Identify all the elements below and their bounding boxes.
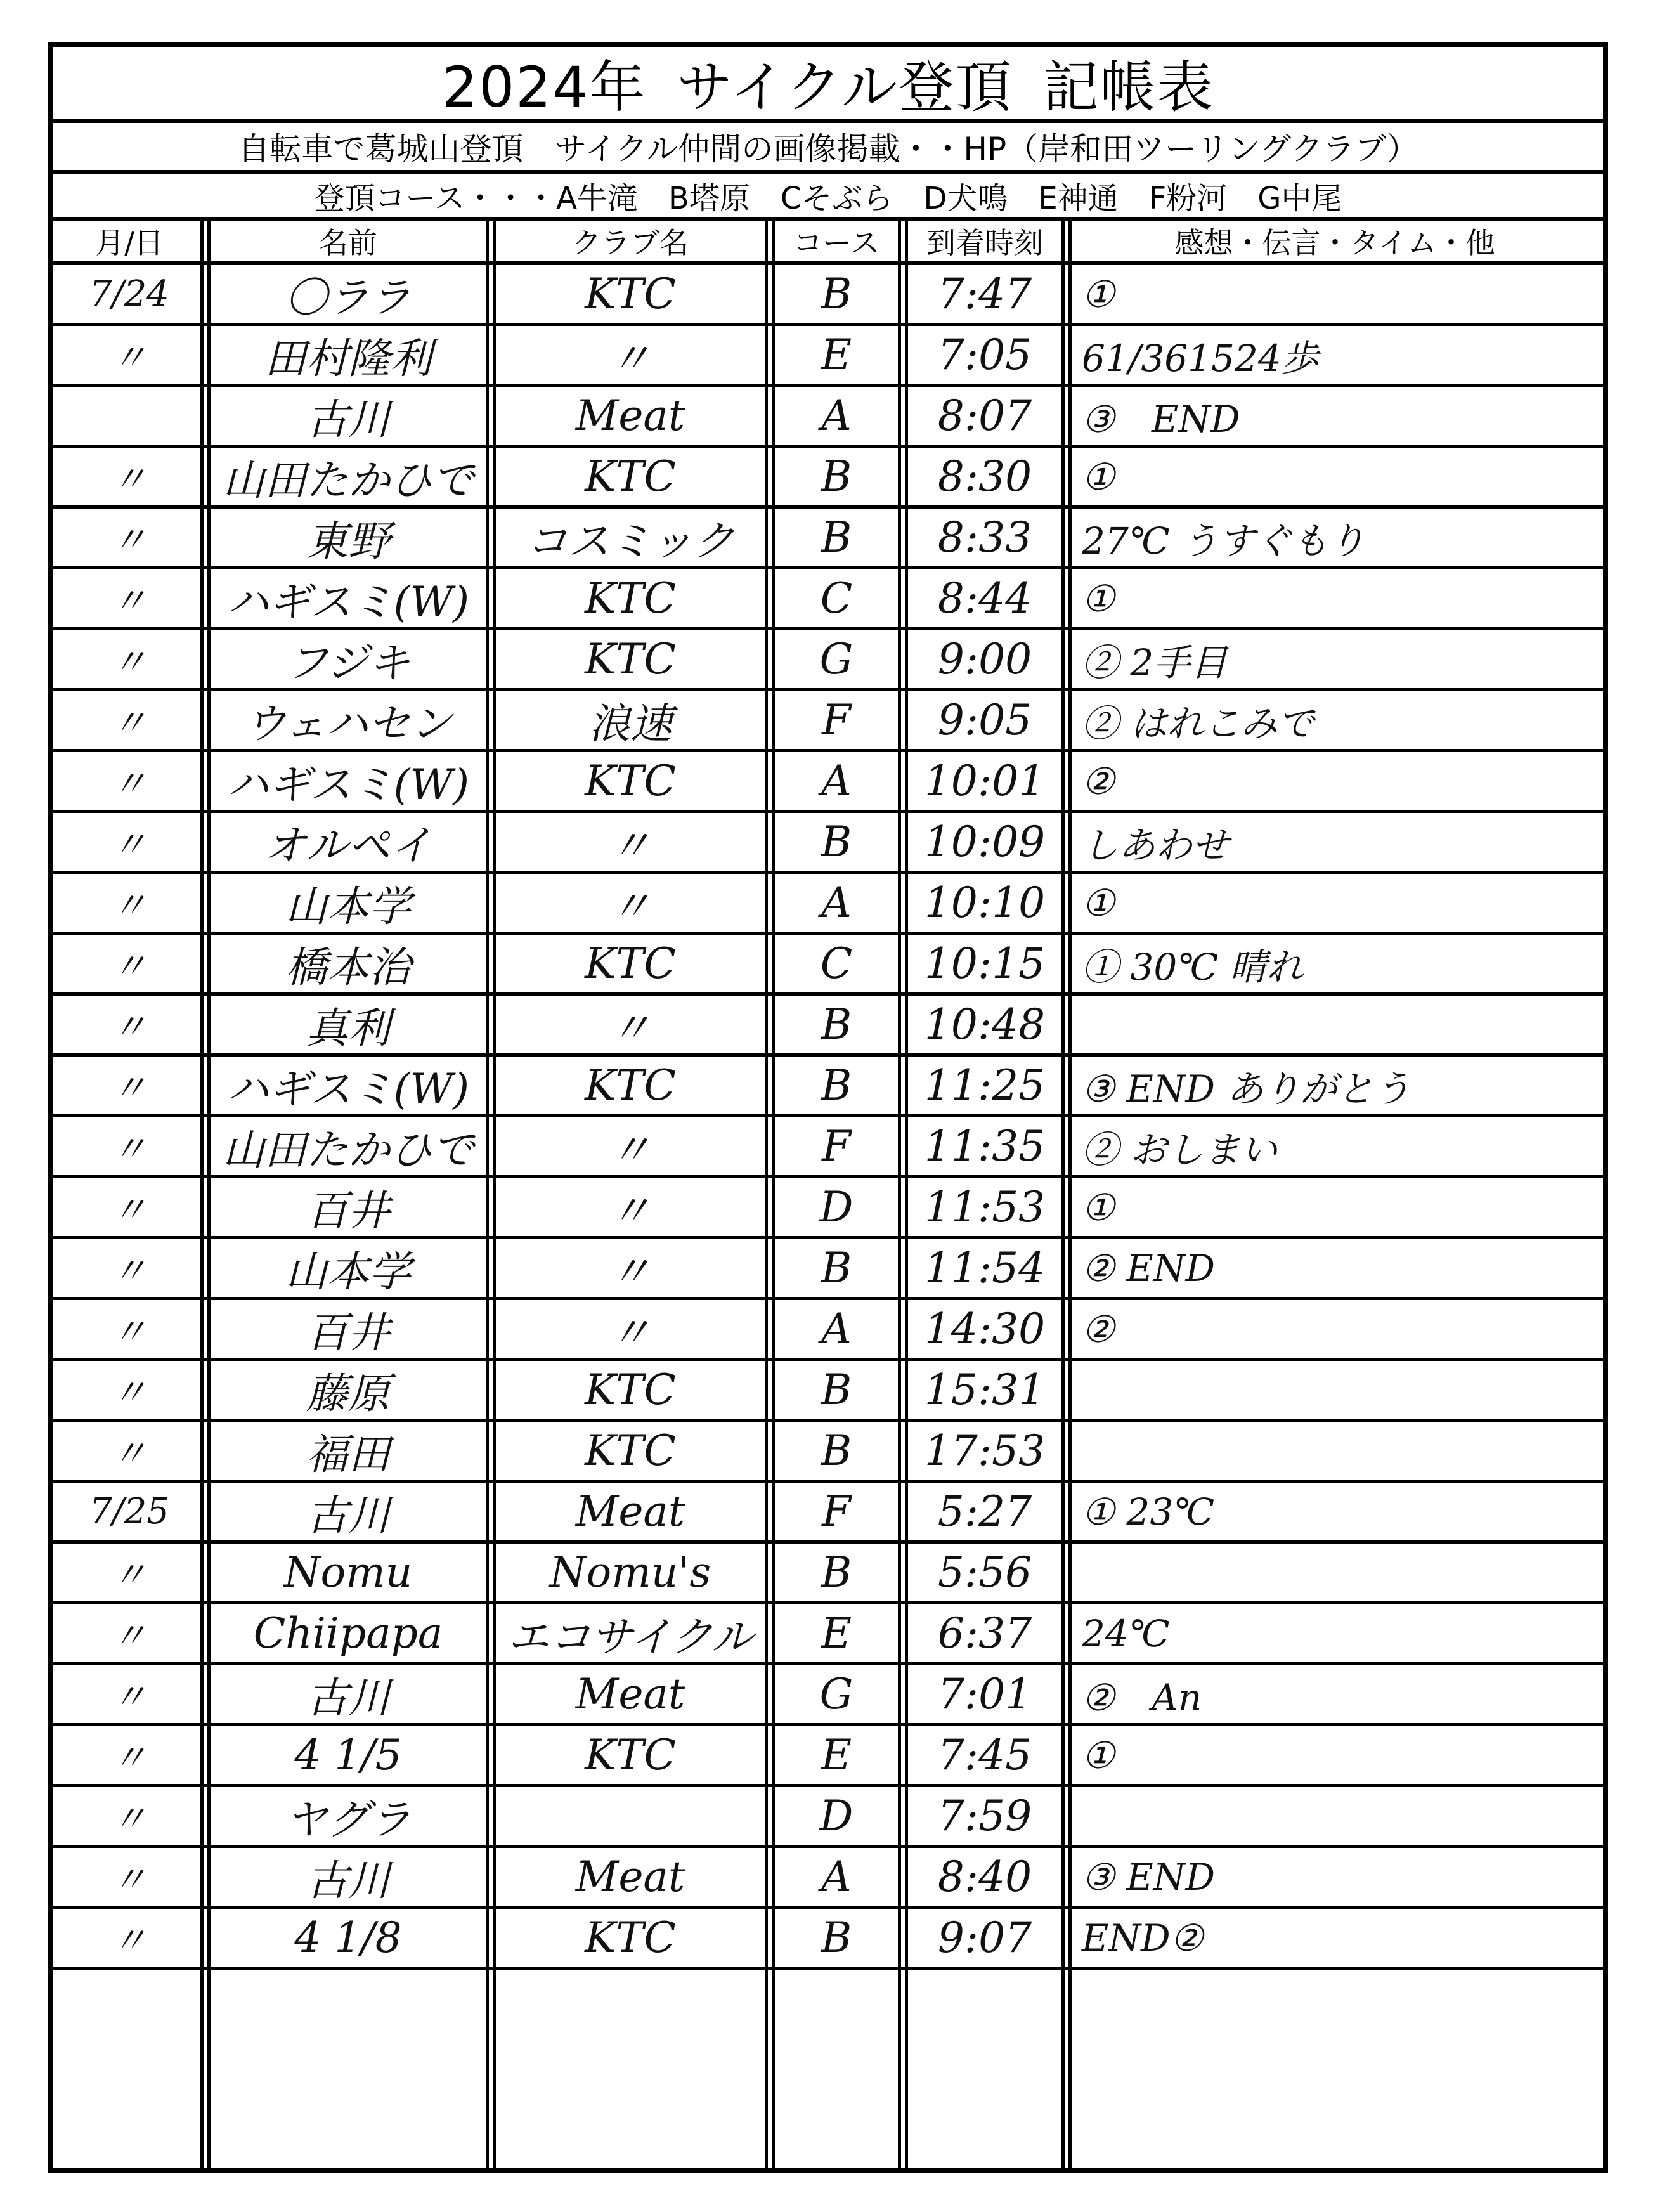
row-course: B: [821, 270, 852, 318]
row-time: 9:07: [937, 1913, 1032, 1962]
table-row: [53, 1422, 1603, 1483]
header-name: 名前: [319, 226, 377, 260]
row-course: D: [819, 1183, 853, 1232]
row-date: 〃: [112, 1067, 147, 1109]
row-name: 百井: [306, 1308, 390, 1357]
table-row: [53, 1848, 1603, 1909]
row-club: KTC: [585, 1913, 676, 1962]
header-note: 感想・伝言・タイム・他: [1174, 226, 1495, 260]
row-time: 8:30: [937, 452, 1032, 501]
row-date: 〃: [112, 1311, 147, 1353]
row-course: B: [821, 452, 852, 501]
row-club: Meat: [575, 1670, 685, 1719]
row-club: KTC: [585, 1426, 676, 1475]
row-time: 8:40: [937, 1852, 1032, 1901]
row-time: 9:05: [937, 696, 1032, 745]
logbook-sheet: [48, 42, 1608, 2173]
row-name: ウェハセン: [244, 699, 452, 748]
row-club: Meat: [575, 1852, 685, 1901]
row-note: 27℃ うすぐもり: [1082, 519, 1366, 563]
table-row: [53, 1909, 1603, 1970]
row-time: 10:10: [924, 878, 1046, 927]
row-club: 〃: [609, 1187, 651, 1235]
row-date: 〃: [112, 1006, 147, 1048]
row-name: 4 1/8: [294, 1913, 402, 1962]
row-name: 古川: [306, 395, 390, 444]
row-date: 〃: [112, 641, 147, 683]
row-course: E: [821, 1731, 852, 1779]
row-course: C: [820, 939, 853, 988]
row-note: ①: [1082, 881, 1115, 925]
table-row: [53, 1057, 1603, 1117]
row-note: ③ END ありがとう: [1082, 1067, 1411, 1110]
row-date: 〃: [112, 1920, 147, 1962]
row-date: 〃: [112, 1737, 147, 1779]
row-note: ①: [1082, 455, 1115, 498]
table-row: [53, 1483, 1603, 1544]
row-time: 7:05: [937, 330, 1032, 379]
table-header: [53, 221, 1603, 265]
table-row: [53, 509, 1603, 569]
row-name: 田村隆利: [264, 334, 432, 383]
row-note: 24℃: [1082, 1611, 1170, 1655]
row-note: ③ END: [1082, 397, 1240, 441]
row-note: ② おしまい: [1082, 1128, 1278, 1171]
row-note: ①: [1082, 1185, 1115, 1229]
table-row: [53, 1665, 1603, 1726]
row-course: G: [819, 635, 853, 684]
row-club: KTC: [585, 452, 676, 501]
row-club: エコサイクル: [507, 1613, 754, 1662]
row-club: 〃: [609, 882, 651, 931]
header-date: 月/日: [95, 226, 164, 260]
row-date: 〃: [112, 1189, 147, 1231]
table-row: [53, 1178, 1603, 1239]
row-name: 山本学: [285, 882, 411, 931]
row-note: ③ END: [1082, 1855, 1216, 1899]
row-note: ② END: [1082, 1246, 1216, 1290]
row-course: B: [821, 1061, 852, 1110]
row-date: 〃: [112, 1250, 147, 1292]
table-row: [53, 1787, 1603, 1848]
row-date: 〃: [112, 824, 147, 866]
row-time: 15:31: [924, 1365, 1046, 1414]
row-club: Meat: [575, 391, 685, 440]
row-date: 7/24: [89, 273, 169, 315]
row-date: 〃: [112, 1372, 147, 1414]
row-course: B: [821, 1244, 852, 1292]
row-time: 11:53: [924, 1183, 1046, 1232]
row-name: 山本学: [285, 1247, 411, 1296]
table-row: [53, 691, 1603, 752]
table-row: [53, 1604, 1603, 1665]
row-club: 〃: [609, 1308, 651, 1357]
row-club: KTC: [585, 1365, 676, 1414]
row-time: 10:15: [924, 939, 1046, 988]
row-course: E: [821, 330, 852, 379]
row-course: A: [821, 878, 852, 927]
header-club: クラブ名: [572, 226, 689, 260]
row-club: 〃: [609, 821, 651, 870]
row-course: F: [822, 1487, 851, 1536]
row-course: B: [821, 1548, 852, 1597]
row-club: KTC: [585, 1731, 676, 1779]
row-note: ② 2手目: [1082, 641, 1228, 684]
table-row: [53, 874, 1603, 935]
row-date: 〃: [112, 337, 147, 379]
row-club: KTC: [585, 757, 676, 805]
row-club: 〃: [609, 1126, 651, 1174]
row-course: A: [821, 391, 852, 440]
row-time: 8:07: [937, 391, 1032, 440]
row-club: [491, 1787, 770, 1845]
row-club: Meat: [575, 1487, 685, 1536]
row-date: 〃: [112, 1859, 147, 1901]
table-row: [53, 752, 1603, 813]
course-legend: 登頂コース・・・A牛滝 B塔原 Cそぶら D犬鳴 E神通 F粉河 G中尾: [53, 174, 1603, 221]
table-row: [53, 813, 1603, 874]
row-date: 〃: [112, 763, 147, 805]
row-time: 11:25: [924, 1061, 1046, 1110]
row-time: 7:59: [937, 1792, 1032, 1840]
table-row: [53, 569, 1603, 630]
row-club: KTC: [585, 270, 676, 318]
row-note: ①: [1082, 272, 1115, 316]
row-date: 〃: [112, 1128, 147, 1170]
row-name: 福田: [306, 1430, 390, 1479]
subtitle: 自転車で葛城山登頂 サイクル仲間の画像掲載・・HP（岸和田ツーリングクラブ）: [53, 123, 1603, 174]
row-course: B: [821, 1000, 852, 1049]
header-course: コース: [793, 226, 879, 260]
row-club: 〃: [609, 1004, 651, 1053]
row-time: 17:53: [924, 1426, 1046, 1475]
row-course: F: [822, 696, 851, 745]
table-row: [53, 1544, 1603, 1604]
title-main: サイクル登頂: [677, 55, 1013, 120]
row-name: ハギスミ(W): [226, 1065, 469, 1114]
row-date: 〃: [112, 1676, 147, 1718]
row-name: ハギスミ(W): [226, 578, 469, 627]
row-note: [1067, 1544, 1603, 1601]
row-note: ① 30℃ 晴れ: [1082, 945, 1304, 989]
row-time: 10:48: [924, 1000, 1046, 1049]
table-row: [53, 935, 1603, 996]
row-date: 〃: [112, 519, 147, 561]
row-time: 7:01: [937, 1670, 1032, 1719]
page-title: [53, 47, 1603, 123]
table-row: [53, 1117, 1603, 1178]
row-note: ①: [1082, 1733, 1115, 1777]
row-course: A: [821, 1852, 852, 1901]
table-row: [53, 1239, 1603, 1300]
row-name: オルペイ: [264, 821, 432, 870]
row-note: [1067, 996, 1603, 1053]
row-course: B: [821, 1365, 852, 1414]
table-row: [53, 387, 1603, 448]
row-name: 東野: [306, 517, 390, 566]
row-name: 古川: [306, 1491, 390, 1540]
row-club: Nomu's: [549, 1548, 711, 1597]
row-name: 古川: [306, 1856, 390, 1905]
row-name: 橋本治: [285, 943, 411, 992]
table-row: [53, 1300, 1603, 1361]
row-date: [53, 387, 205, 445]
row-club: 浪速: [588, 699, 672, 748]
row-note: END②: [1082, 1916, 1204, 1960]
row-time: 8:44: [937, 574, 1032, 623]
row-date: 〃: [112, 885, 147, 927]
row-date: 〃: [112, 702, 147, 744]
title-suffix: 記帳表: [1042, 55, 1214, 120]
row-course: B: [821, 1913, 852, 1962]
row-course: B: [821, 1426, 852, 1475]
row-name: 〇ララ: [285, 273, 411, 322]
row-date: 〃: [112, 459, 147, 500]
row-time: 6:37: [937, 1609, 1032, 1658]
row-time: 10:01: [924, 757, 1046, 805]
row-club: KTC: [585, 939, 676, 988]
table-row: [53, 1361, 1603, 1422]
row-club: KTC: [585, 1061, 676, 1110]
row-note: [1067, 1361, 1603, 1419]
row-note: ②: [1082, 759, 1115, 803]
row-course: A: [821, 757, 852, 805]
table-row: [53, 265, 1603, 326]
row-club: 〃: [609, 1247, 651, 1296]
table-row: [53, 996, 1603, 1057]
row-name: 山田たかひで: [223, 1126, 474, 1174]
row-course: B: [821, 817, 852, 866]
row-name: Nomu: [283, 1548, 413, 1597]
row-course: F: [822, 1122, 851, 1171]
row-name: 百井: [306, 1187, 390, 1235]
row-note: ①: [1082, 576, 1115, 620]
row-time: 10:09: [924, 817, 1046, 866]
row-note: 61/361524歩: [1082, 336, 1318, 380]
row-date: 7/25: [89, 1491, 169, 1532]
row-club: 〃: [609, 334, 651, 383]
row-date: 〃: [112, 580, 147, 622]
row-club: コスミック: [526, 517, 735, 566]
table-row: [53, 1726, 1603, 1787]
row-note: ① 23℃: [1082, 1490, 1215, 1533]
row-note: [1067, 1422, 1603, 1480]
row-time: 5:56: [937, 1548, 1032, 1597]
title-year: 2024年: [442, 55, 647, 120]
row-note: しあわせ: [1082, 823, 1230, 867]
row-date: 〃: [112, 1615, 147, 1657]
row-note: [1067, 1787, 1603, 1845]
row-date: 〃: [112, 1554, 147, 1596]
row-name: 藤原: [306, 1369, 390, 1418]
row-name: 山田たかひで: [223, 456, 474, 505]
row-date: 〃: [112, 1433, 147, 1474]
row-time: 11:35: [924, 1122, 1046, 1171]
row-course: G: [819, 1670, 853, 1719]
row-time: 7:45: [937, 1731, 1032, 1779]
row-club: KTC: [585, 635, 676, 684]
row-name: 4 1/5: [294, 1731, 402, 1779]
row-name: フジキ: [286, 639, 410, 687]
row-date: 〃: [112, 946, 147, 987]
row-course: D: [819, 1792, 853, 1840]
row-time: 9:00: [937, 635, 1032, 684]
row-name: Chiipapa: [253, 1609, 443, 1658]
table-row: [53, 448, 1603, 509]
row-time: 11:54: [924, 1244, 1046, 1292]
table-row: [53, 326, 1603, 387]
table-row: [53, 630, 1603, 691]
row-name: ハギスミ(W): [226, 760, 469, 809]
row-course: C: [820, 574, 853, 623]
row-club: KTC: [585, 574, 676, 623]
row-course: B: [821, 513, 852, 562]
row-time: 14:30: [924, 1304, 1046, 1353]
row-note: ② はれこみで: [1082, 701, 1314, 745]
row-name: 真利: [306, 1004, 390, 1053]
row-course: A: [821, 1304, 852, 1353]
row-name: ヤグラ: [285, 1795, 411, 1844]
log-table: [53, 221, 1603, 2168]
row-name: 古川: [306, 1674, 390, 1722]
row-note: ② An: [1082, 1675, 1202, 1719]
row-time: 5:27: [937, 1487, 1032, 1536]
header-time: 到着時刻: [926, 226, 1043, 260]
row-time: 8:33: [937, 513, 1032, 562]
row-time: 7:47: [937, 270, 1032, 318]
row-course: E: [821, 1609, 852, 1658]
row-note: ②: [1082, 1307, 1115, 1351]
row-date: 〃: [112, 1798, 147, 1840]
